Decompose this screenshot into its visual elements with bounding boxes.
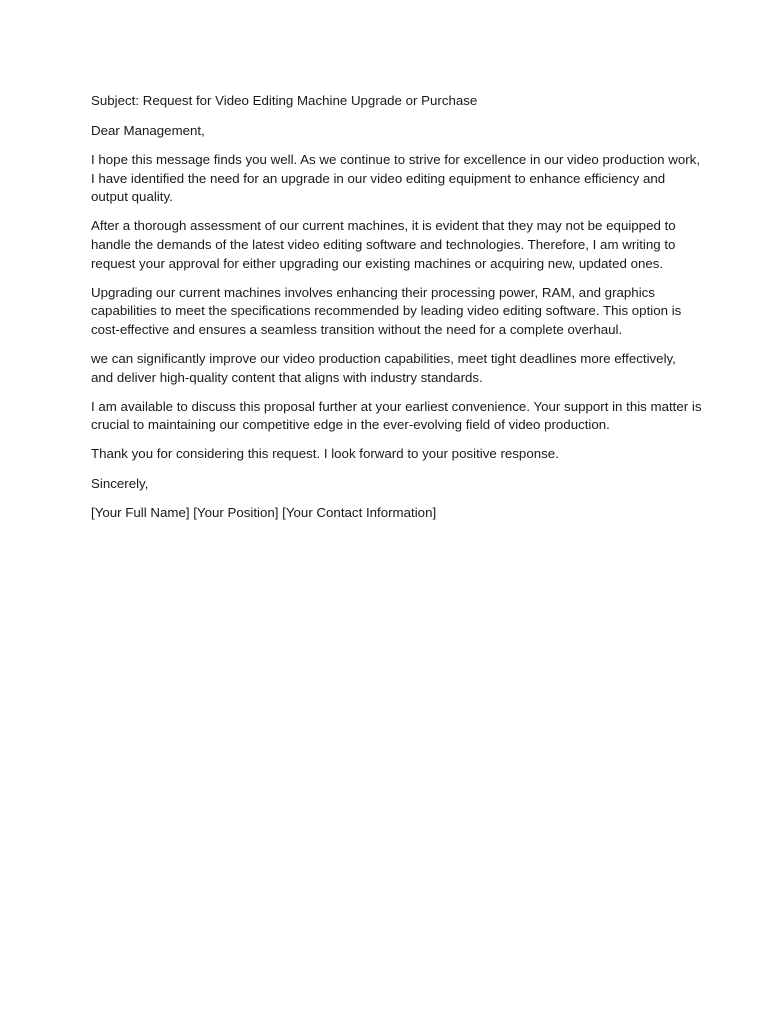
subject-line: Subject: Request for Video Editing Machine Upgrade or Purchase: [91, 93, 478, 108]
paragraph-line: I have identified the need for an upgrade in our video editing equipment to enhance efficiency and: [91, 170, 666, 186]
paragraph-upgrade-option: [91, 284, 688, 340]
paragraph-line: capabilities to meet the specifications recommended by leading video editing software. This option is: [91, 303, 682, 319]
paragraph-thanks: [91, 445, 688, 464]
paragraph-benefits: [91, 350, 688, 387]
paragraph-line: we can significantly improve our video production capabilities, meet tight deadlines more effectively,: [91, 351, 676, 367]
paragraph-line: After a thorough assessment of our current machines, it is evident that they may not be equipped to: [91, 218, 676, 234]
paragraph-intro: [91, 151, 701, 207]
paragraph-line: Upgrading our current machines involves enhancing their processing power, RAM, and graphics: [91, 284, 655, 300]
paragraph-line: I am available to discuss this proposal further at your earliest convenience. Your support in this matter is: [91, 398, 702, 414]
salutation: Dear Management,: [91, 122, 205, 138]
closing: Sincerely,: [91, 475, 149, 491]
paragraph-line: request your approval for either upgrading our existing machines or acquiring new, updated ones.: [91, 255, 664, 271]
paragraph-line: crucial to maintaining our competitive edge in the ever-evolving field of video production.: [91, 417, 610, 433]
paragraph-line: Thank you for considering this request. I look forward to your positive response.: [91, 446, 559, 462]
paragraph-line: output quality.: [91, 189, 173, 205]
paragraph-line: handle the demands of the latest video editing software and technologies. Therefore, I am writing to: [91, 237, 676, 253]
paragraph-line: and deliver high-quality content that aligns with industry standards.: [91, 369, 483, 385]
paragraph-line: I hope this message finds you well. As we continue to strive for excellence in our video production work,: [91, 152, 701, 168]
paragraph-assessment: [91, 217, 688, 273]
signature-block: [Your Full Name] [Your Position] [Your Contact Information]: [91, 505, 437, 521]
paragraph-availability: [91, 398, 702, 435]
paragraph-line: cost-effective and ensures a seamless transition without the need for a complete overhaul.: [91, 321, 623, 337]
